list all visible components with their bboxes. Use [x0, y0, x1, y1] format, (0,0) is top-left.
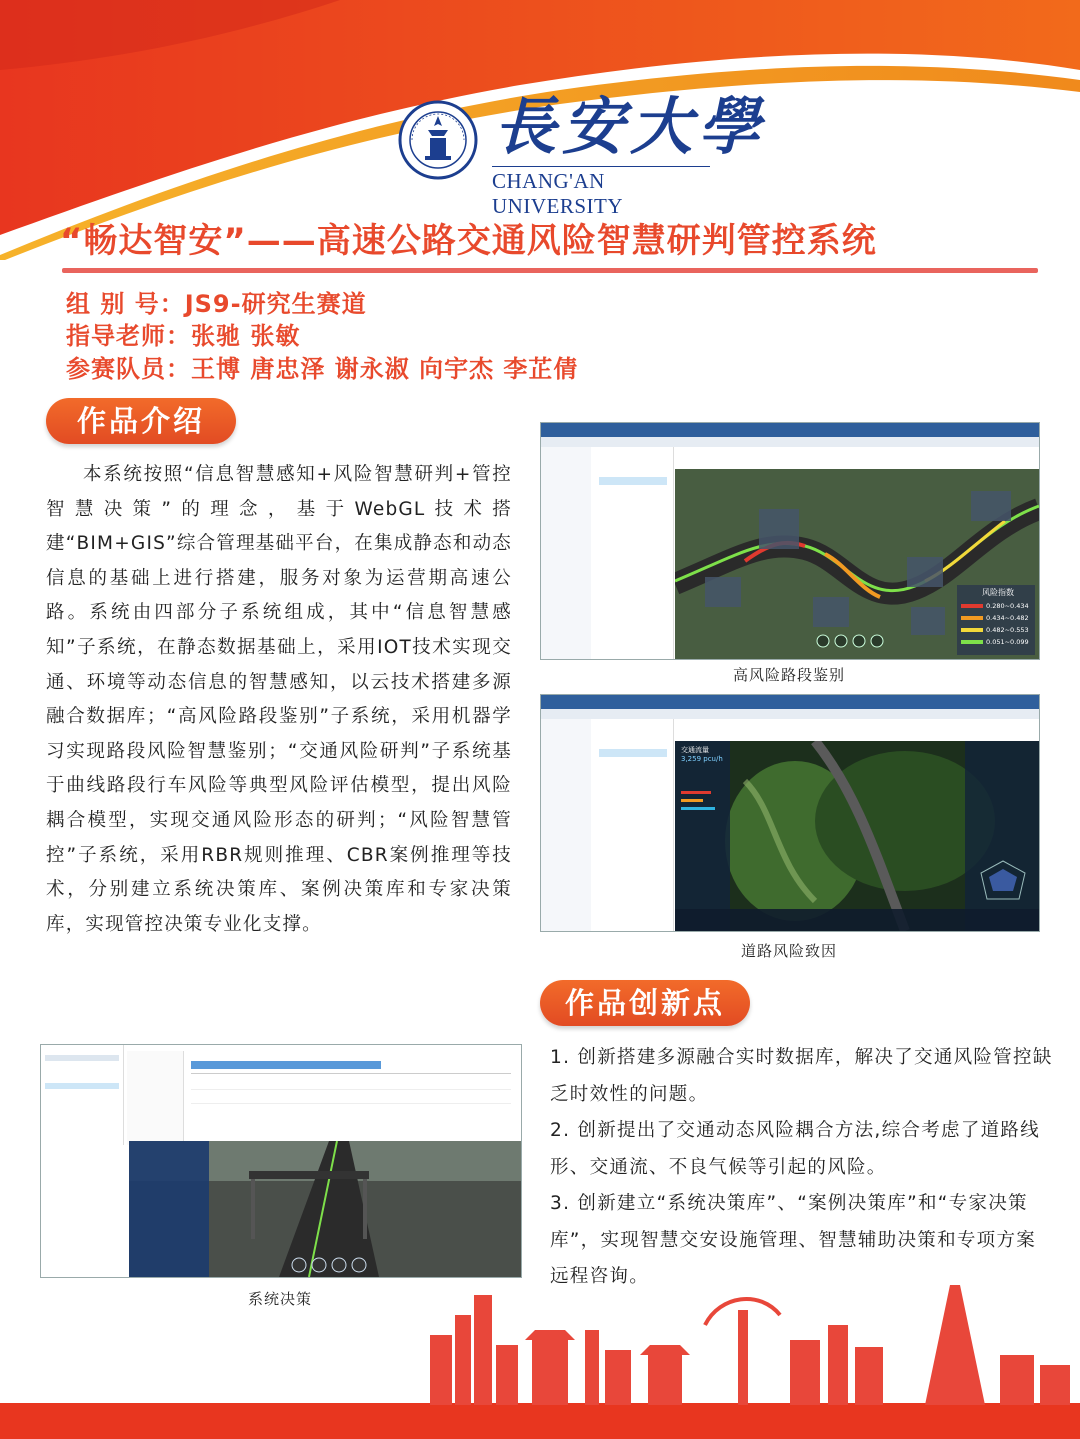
- caption-high-risk-segment: 高风险路段鉴别: [732, 666, 845, 684]
- innovation-item: 2. 创新提出了交通动态风险耦合方法,综合考虑了道路线形、交通流、不良气候等引起的风险。: [550, 1120, 1041, 1178]
- city-skyline-decoration: [0, 1285, 1080, 1439]
- traffic-flow-value: 3,259 pcu/h: [681, 755, 723, 763]
- innovation-list: [550, 1040, 1055, 1296]
- caption-system-decision: 系统决策: [247, 1290, 312, 1308]
- legend-item: 0.434~0.482: [986, 614, 1029, 622]
- legend-item: 0.280~0.434: [986, 602, 1029, 610]
- university-name-en: CHANG'AN UNIVERSITY: [492, 166, 710, 219]
- intro-text: [46, 458, 512, 942]
- caption-road-risk-causes: 道路风险致因: [740, 942, 837, 960]
- title-underline: [62, 268, 1038, 273]
- innovation-item: 1. 创新搭建多源融合实时数据库，解决了交通风险管控缺乏时效性的问题。: [550, 1047, 1053, 1105]
- legend-item: 0.051~0.099: [986, 638, 1029, 646]
- university-name-cn: 長安大學: [494, 90, 767, 163]
- screenshot-system-decision: [40, 1044, 522, 1278]
- traffic-flow-label: 交通流量: [681, 746, 709, 754]
- intro-paragraph: 本系统按照“信息智慧感知+风险智慧研判+管控智慧决策”的理念，基于WebGL技术搭建“BIM+GIS”综合管理基础平台，在集成静态和动态信息的基础上进行搭建，服务对象为运营期高速公路。系统由四部分子系统组成，其中“信息智慧感知”子系统，在静态数据基础上，采用IOT技术实现交通、环境等动态信息的智慧感知，以云技术搭建多源融合数据库；“高风险路段鉴别”子系统，采用机器学习实现路段风险智慧鉴别；“交通风险研判”子系统基于曲线路段行车风险等典型风险评估模型，提出风险耦合模型，实现交通风险形态的研判；“风险智慧管控”子系统，采用RBR规则推理、CBR案例推理等技术，分别建立系统决策库、案例决策库和专家决策库，实现管控决策专业化支撑。: [46, 464, 512, 935]
- terrain-3d-view: [675, 741, 1039, 931]
- university-seal-logo: [398, 100, 478, 180]
- screenshot-road-risk-causes: [540, 694, 1040, 932]
- poster-title: “畅达智安”——高速公路交通风险智慧研判管控系统: [60, 221, 877, 261]
- team-members: 参赛队员：王博 唐忠泽 谢永淑 向宇杰 李芷倩: [66, 355, 579, 383]
- risk-legend: [961, 587, 1035, 646]
- intro-heading: 作品介绍: [46, 398, 236, 444]
- highway-3d-scene: [129, 1141, 521, 1277]
- group-number: 组 别 号：JS9-研究生赛道: [66, 290, 367, 318]
- advisors: 指导老师：张驰 张敏: [66, 322, 301, 350]
- screenshot-high-risk-segment: [540, 422, 1040, 660]
- risk-legend-title: 风险指数: [982, 588, 1014, 597]
- innovation-item: 3. 创新建立“系统决策库”、“案例决策库”和“专家决策库”，实现智慧交安设施管理、智慧辅助决策和专项方案远程咨询。: [550, 1193, 1037, 1287]
- legend-item: 0.482~0.553: [986, 626, 1029, 634]
- innovation-heading: 作品创新点: [540, 980, 750, 1026]
